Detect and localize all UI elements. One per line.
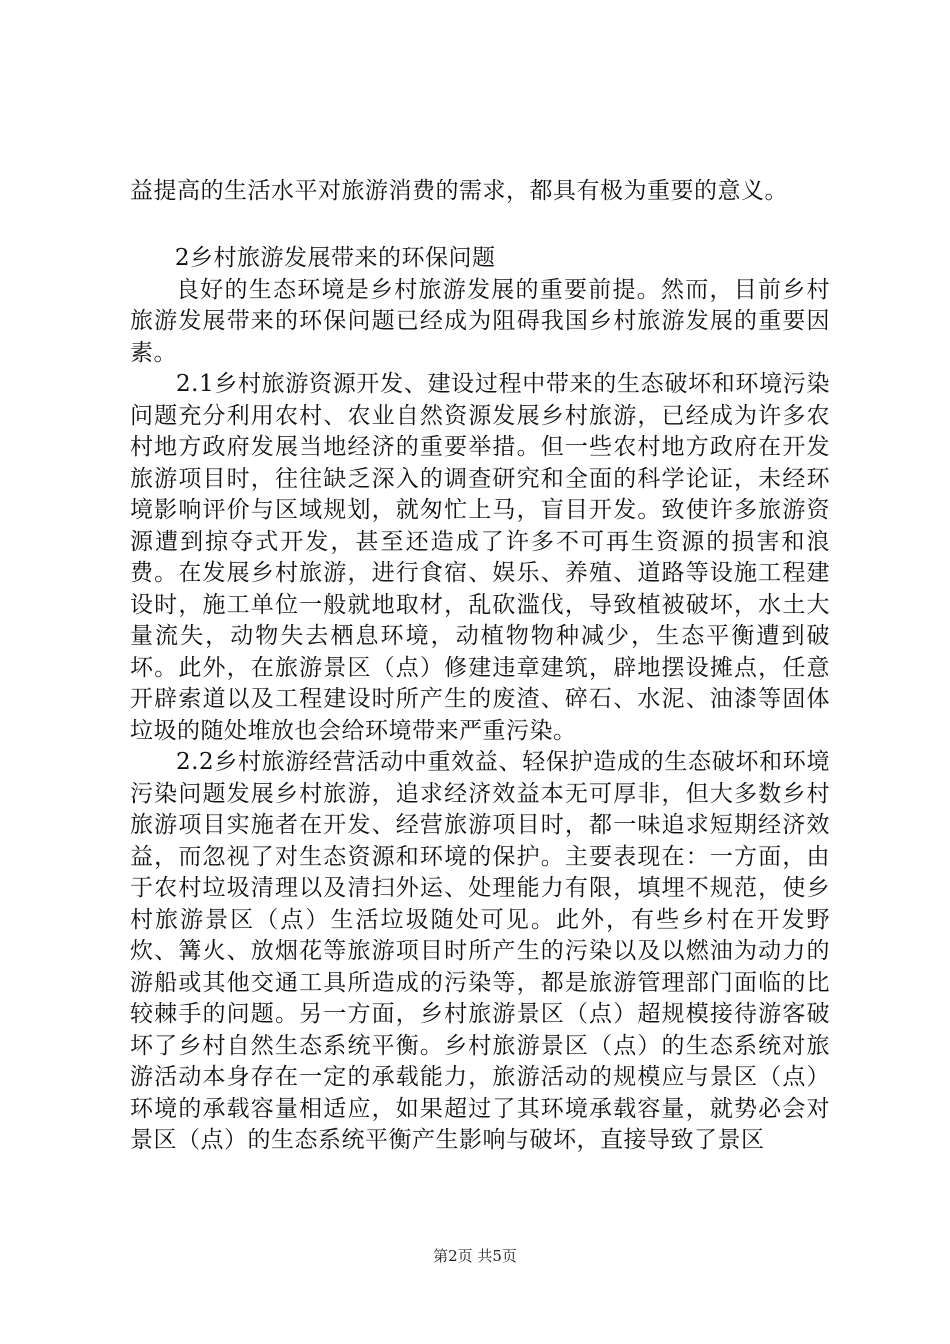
main-text-block: [130, 243, 830, 1157]
paragraph-2-2: 2.2乡村旅游经营活动中重效益、轻保护造成的生态破坏和环境污染问题发展乡村旅游，追求经济效益本无可厚非，但大多数乡村旅游项目实施者在开发、经营旅游项目时，都一味追求短期经济效益，而忽视了对生态资源和环境的保护。主要表现在：一方面，由于农村垃圾清理以及清扫外运、处理能力有限，填埋不规范，使乡村旅游景区（点）生活垃圾随处可见。此外，有些乡村在开发野炊、篝火、放烟花等旅游项目时所产生的污染以及以燃油为动力的游船或其他交通工具所造成的污染等，都是旅游管理部门面临的比较棘手的问题。另一方面，乡村旅游景区（点）超规模接待游客破坏了乡村自然生态系统平衡。乡村旅游景区（点）的生态系统对旅游活动本身存在一定的承载能力，旅游活动的规模应与景区（点）环境的承载容量相适应，如果超过了其环境承载容量，就势必会对景区（点）的生态系统平衡产生影响与破坏，直接导致了景区: [130, 749, 830, 1153]
section-heading: 2乡村旅游发展带来的环保问题: [174, 245, 496, 271]
continuation-paragraph: 益提高的生活水平对旅游消费的需求，都具有极为重要的意义。: [130, 178, 788, 204]
page-number-footer: 第2页 共5页: [433, 1247, 517, 1265]
intro-paragraph: 良好的生态环境是乡村旅游发展的重要前提。然而，目前乡村旅游发展带来的环保问题已经成为阻碍我国乡村旅游发展的重要因素。: [130, 276, 830, 366]
continuation-block: [130, 176, 830, 208]
paragraph-2-1: 2.1乡村旅游资源开发、建设过程中带来的生态破坏和环境污染问题充分利用农村、农业自然资源发展乡村旅游，已经成为许多农村地方政府发展当地经济的重要举措。但一些农村地方政府在开发旅游项目时，往往缺乏深入的调查研究和全面的科学论证，未经环境影响评价与区域规划，就匆忙上马，盲目开发。致使许多旅游资源遭到掠夺式开发，甚至还造成了许多不可再生资源的损害和浪费。在发展乡村旅游，进行食宿、娱乐、养殖、道路等设施工程建设时，施工单位一般就地取材，乱砍滥伐，导致植被破坏，水土大量流失，动物失去栖息环境，动植物物种减少，生态平衡遭到破坏。此外，在旅游景区（点）修建违章建筑，辟地摆设摊点，任意开辟索道以及工程建设时所产生的废渣、碎石、水泥、油漆等固体垃圾的随处堆放也会给环境带来严重污染。: [130, 371, 830, 744]
